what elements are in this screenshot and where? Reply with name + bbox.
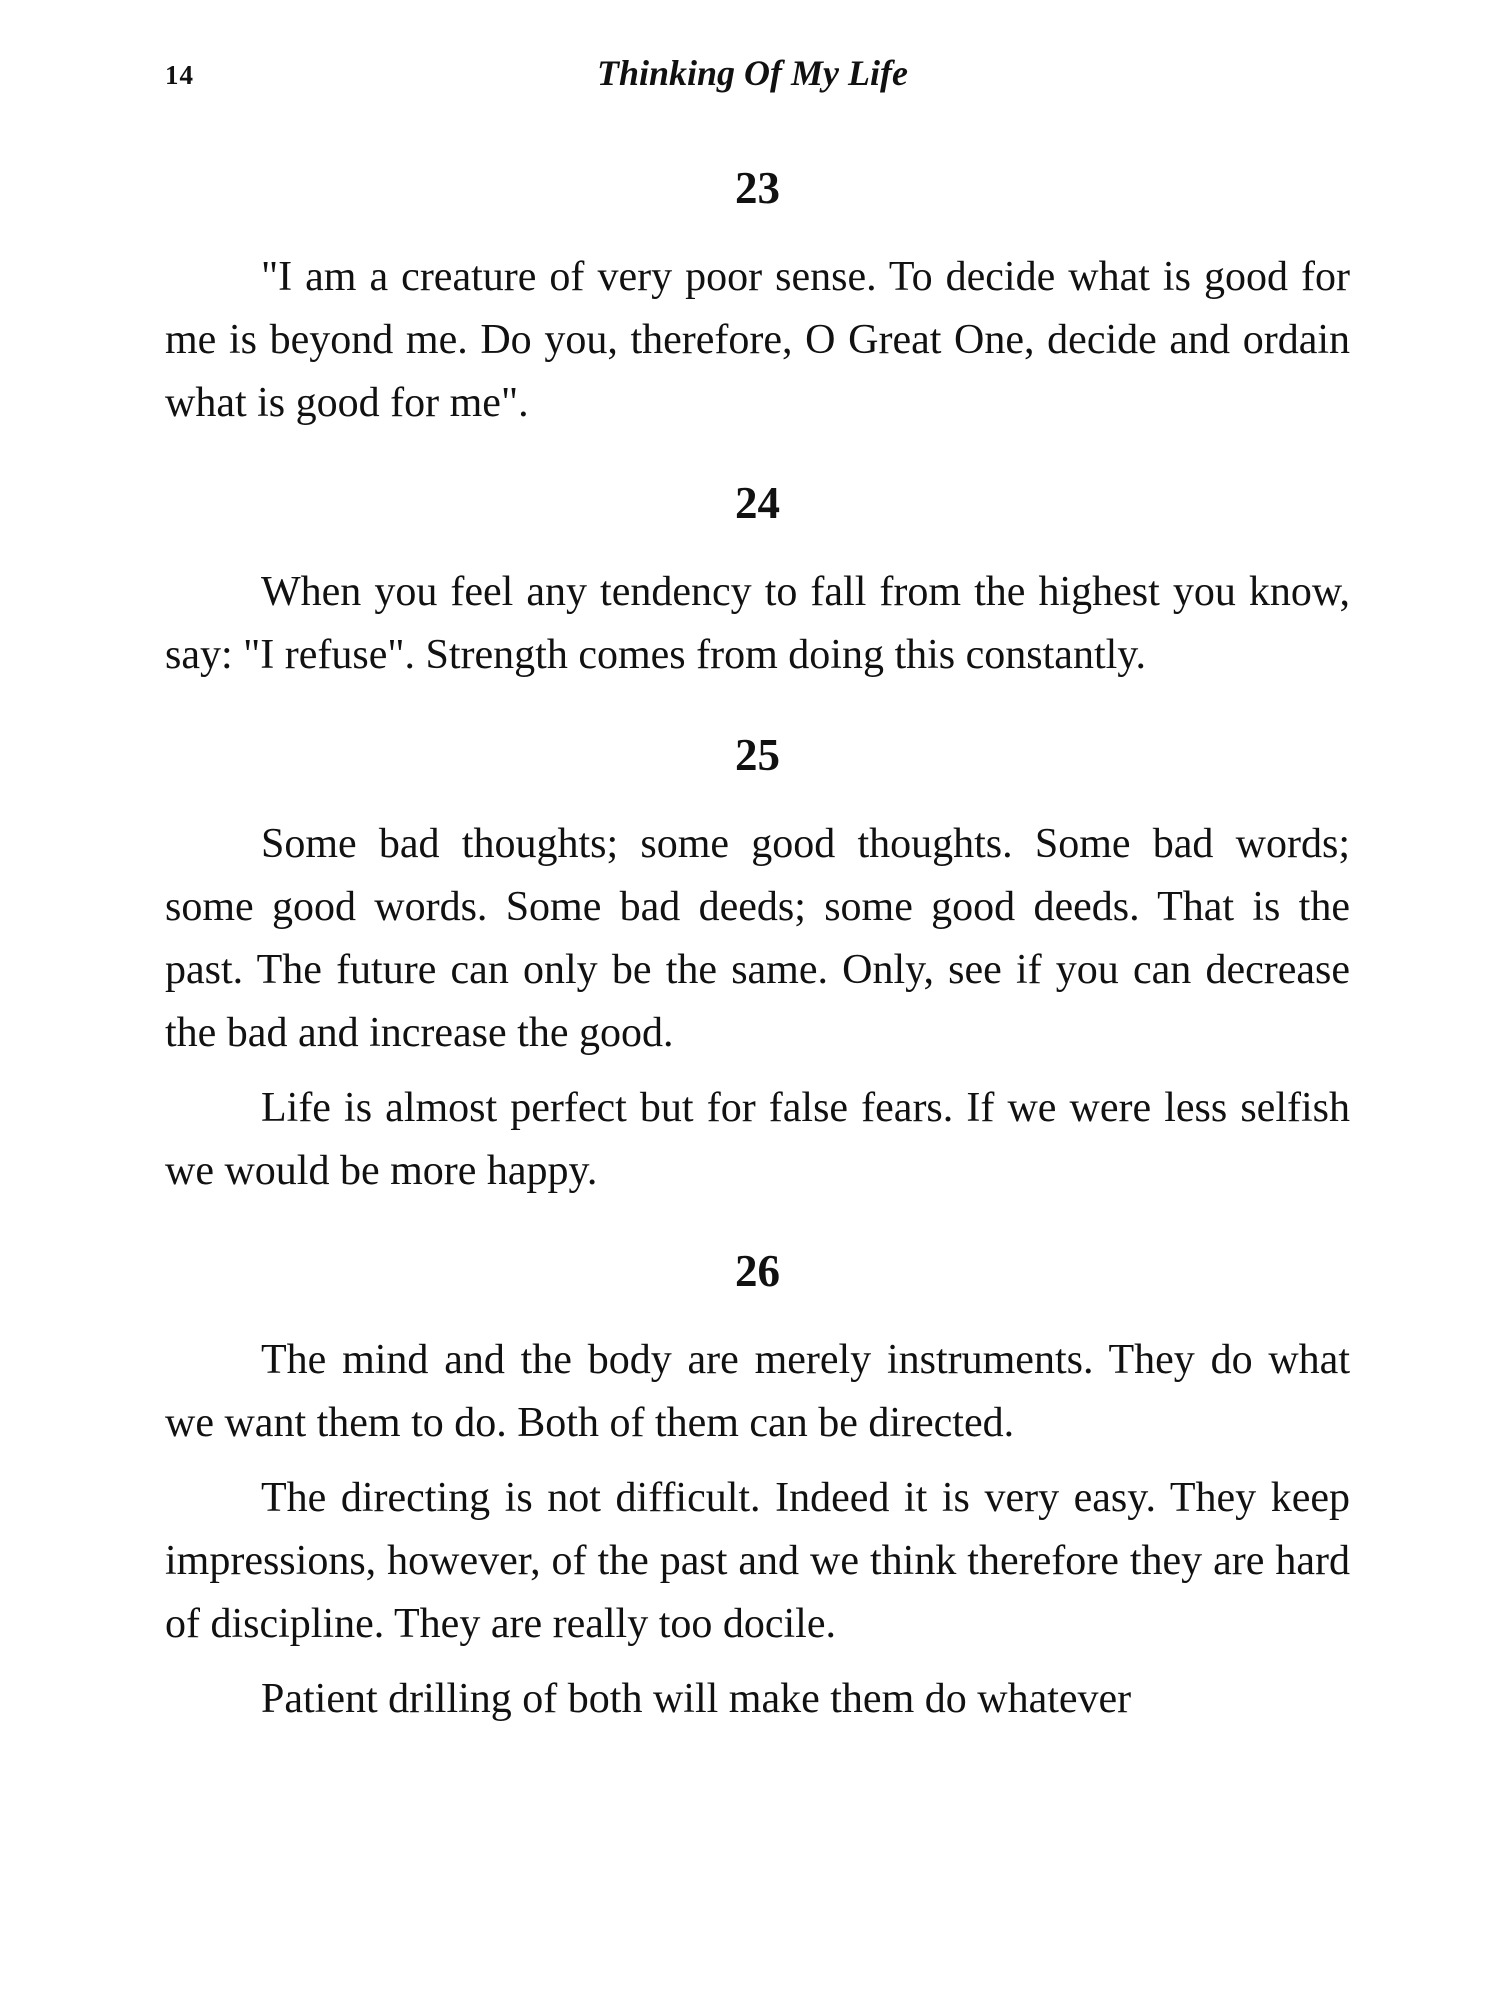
section-23	[165, 158, 1350, 435]
section-number: 23	[735, 163, 780, 213]
paragraph: When you feel any tendency to fall from the highest you know, say: "I refuse". Strength comes from doing this constantly.	[165, 569, 1350, 678]
paragraph: Some bad thoughts; some good thoughts. Some bad words; some good words. Some bad deeds; some good deeds. That is the past. The future can only be the same. Only, see if you can decrease the bad and increase the good.	[165, 821, 1350, 1056]
section-24	[165, 473, 1350, 687]
section-number: 26	[735, 1246, 780, 1296]
paragraph: Life is almost perfect but for false fears. If we were less selfish we would be more happy.	[165, 1085, 1350, 1194]
paragraph: The mind and the body are merely instruments. They do what we want them to do. Both of them can be directed.	[165, 1337, 1350, 1446]
section-number: 25	[735, 730, 780, 780]
page-number: 14	[165, 60, 194, 90]
section-26	[165, 1241, 1350, 1731]
book-title: Thinking Of My Life	[597, 53, 908, 93]
section-number: 24	[735, 478, 780, 528]
section-25	[165, 725, 1350, 1203]
paragraph: Patient drilling of both will make them do whatever	[261, 1676, 1132, 1722]
running-head	[165, 52, 1340, 100]
paragraph: "I am a creature of very poor sense. To decide what is good for me is beyond me. Do you, therefore, O Great One, decide and ordain what is good for me".	[165, 254, 1350, 426]
page-content	[165, 158, 1350, 1769]
paragraph: The directing is not difficult. Indeed it is very easy. They keep impressions, however, of the past and we think therefore they are hard of discipline. They are really too docile.	[165, 1475, 1350, 1647]
